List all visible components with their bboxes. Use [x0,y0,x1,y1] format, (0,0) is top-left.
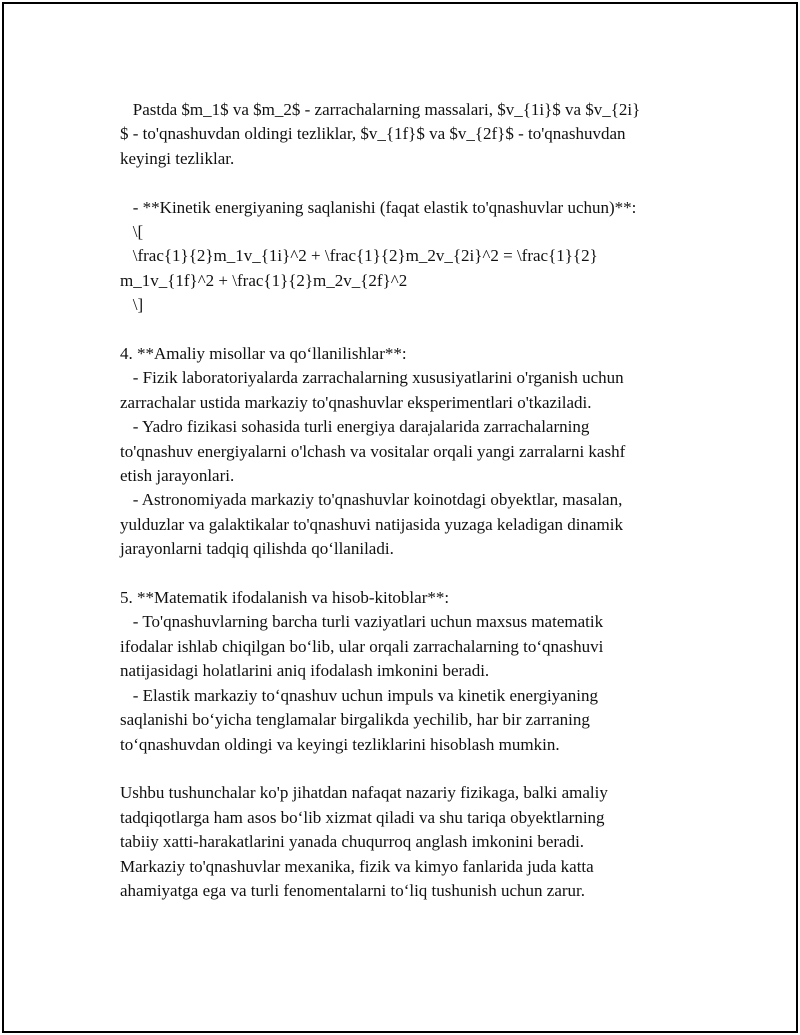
text-line: - Yadro fizikasi sohasida turli energiya darajalarida zarrachalarning [120,417,590,437]
text-line: - **Kinetik energiyaning saqlanishi (faqat elastik to'qnashuvlar uchun)**: [120,197,637,217]
section-heading: 4. **Amaliy misollar va qo‘llanilishlar**: [120,344,407,364]
text-line: natijasidagi holatlarini aniq ifodalash imkonini beradi. [120,661,490,681]
text-line: ifodalar ishlab chiqilgan bo‘lib, ular orqali zarrachalarning to‘qnashuvi [120,636,604,656]
text-line: zarrachalar ustida markaziy to'qnashuvlar eksperimentlari o'tkaziladi. [120,392,592,412]
text-line: \frac{1}{2}m_1v_{1i}^2 + \frac{1}{2}m_2v_{2i}^2 = \frac{1}{2} [120,246,598,266]
text-line: - Elastik markaziy to‘qnashuv uchun impuls va kinetik energiyaning [120,685,598,705]
text-line: - To'qnashuvlarning barcha turli vaziyatlari uchun maxsus matematik [120,612,604,632]
text-line: - Fizik laboratoriyalarda zarrachalarning xususiyatlarini o'rganish uchun [120,368,624,388]
paragraph-kinetic-energy [120,196,680,318]
paragraph-gap [120,318,680,342]
paragraph-intro-variables [120,98,680,171]
text-line: to'qnashuv energiyalarni o'lchash va vositalar orqali yangi zarralarni kashf [120,441,626,461]
text-line: tadqiqotlarga ham asos bo‘lib xizmat qiladi va shu tariqa obyektlarning [120,807,605,827]
text-line: \[ [120,222,144,242]
text-line: jarayonlarni tadqiq qilishda qo‘llaniladi. [120,539,394,559]
text-line: - Astronomiyada markaziy to'qnashuvlar koinotdagi obyektlar, masalan, [120,490,623,510]
text-line: \] [120,295,144,315]
text-line: tabiiy xatti-harakatlarini yanada chuqurroq anglash imkonini beradi. [120,832,585,852]
text-line: $ - to'qnashuvdan oldingi tezliklar, $v_{1f}$ va $v_{2f}$ - to'qnashuvdan [120,124,626,144]
paragraph-gap [120,171,680,195]
text-line: Pastda $m_1$ va $m_2$ - zarrachalarning massalari, $v_{1i}$ va $v_{2i} [120,100,641,119]
text-line: yulduzlar va galaktikalar to'qnashuvi natijasida yuzaga keladigan dinamik [120,514,623,534]
text-line: ahamiyatga ega va turli fenomentalarni to‘liq tushunish uchun zarur. [120,880,585,900]
text-line: m_1v_{1f}^2 + \frac{1}{2}m_2v_{2f}^2 [120,270,408,290]
section-heading: 5. **Matematik ifodalanish va hisob-kitoblar**: [120,588,450,608]
section-4-practical-examples [120,342,680,562]
paragraph-gap [120,757,680,781]
text-line: etish jarayonlari. [120,466,235,486]
text-line: saqlanishi bo‘yicha tenglamalar birgalikda yechilib, har bir zarraning [120,710,590,730]
text-line: keyingi tezliklar. [120,148,235,168]
document-page [2,2,798,1033]
text-line: to‘qnashuvdan oldingi va keyingi tezliklarini hisoblash mumkin. [120,734,560,754]
text-line: Ushbu tushunchalar ko'p jihatdan nafaqat nazariy fizikaga, balki amaliy [120,783,608,803]
section-5-mathematical-expressions [120,586,680,757]
document-body [120,98,680,903]
text-line: Markaziy to'qnashuvlar mexanika, fizik va kimyo fanlarida juda katta [120,856,594,876]
paragraph-conclusion [120,781,680,903]
paragraph-gap [120,562,680,586]
